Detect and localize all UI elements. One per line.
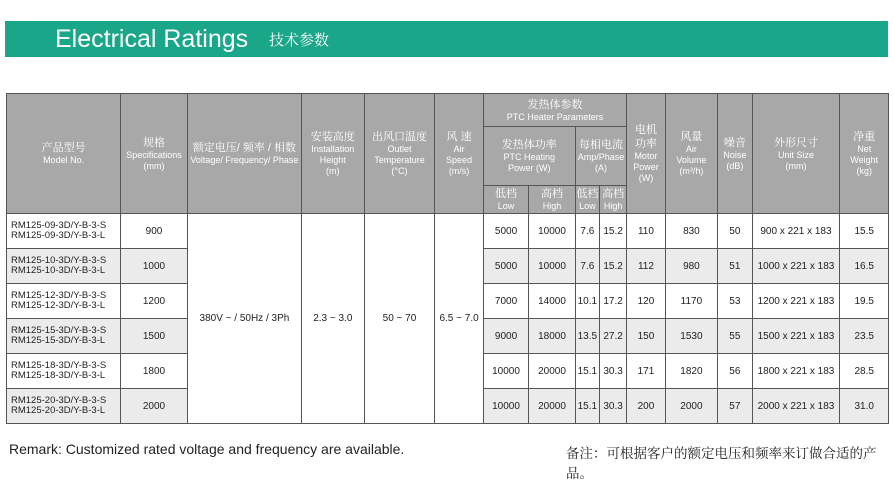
cell-amp-high: 17.2 — [599, 284, 626, 319]
cell-model — [7, 284, 121, 319]
model-l: RM125-20-3D/Y-B-3-L — [11, 405, 106, 416]
cell-net-weight: 16.5 — [840, 249, 889, 284]
cell-amp-low: 7.6 — [575, 249, 599, 284]
cell-motor-power: 120 — [627, 284, 665, 319]
model-s: RM125-18-3D/Y-B-3-S — [11, 360, 107, 371]
cell-noise: 50 — [718, 214, 752, 249]
cell-spec: 1200 — [121, 284, 188, 319]
model-l: RM125-15-3D/Y-B-3-L — [11, 335, 106, 346]
cell-unit-size: 2000 x 221 x 183 — [752, 389, 840, 424]
cell-spec: 1000 — [121, 249, 188, 284]
cell-unit-size: 900 x 221 x 183 — [752, 214, 840, 249]
cell-amp-low: 13.5 — [575, 319, 599, 354]
header-motor-power: 电机 功率 Motor Power (W) — [627, 94, 665, 214]
header-power-high: 高档 High — [529, 186, 575, 214]
page-title: Electrical Ratings — [55, 25, 249, 53]
cell-amp-high: 15.2 — [599, 214, 626, 249]
cell-model — [7, 249, 121, 284]
cell-power-high: 20000 — [529, 354, 575, 389]
cell-power-high: 18000 — [529, 319, 575, 354]
header-install-height: 安装高度 Installation Height (m) — [301, 94, 364, 214]
cell-amp-high: 27.2 — [599, 319, 626, 354]
cell-noise: 56 — [718, 354, 752, 389]
cell-motor-power: 200 — [627, 389, 665, 424]
model-s: RM125-15-3D/Y-B-3-S — [11, 325, 107, 336]
cell-install-height: 2.3 ~ 3.0 — [301, 214, 364, 424]
cell-model — [7, 319, 121, 354]
cell-model — [7, 389, 121, 424]
header-air-volume: 风量 Air Volume (m³/h) — [665, 94, 718, 214]
cell-power-high: 10000 — [529, 214, 575, 249]
cell-power-low: 5000 — [483, 214, 528, 249]
header-ptc-group: 发热体参数 PTC Heater Parameters — [483, 94, 626, 127]
cell-amp-high: 15.2 — [599, 249, 626, 284]
ratings-table-body — [7, 214, 889, 424]
header-amp-high: 高档 High — [599, 186, 626, 214]
header-spec: 规格 Specifications (mm) — [121, 94, 188, 214]
cell-power-high: 14000 — [529, 284, 575, 319]
cell-amp-high: 30.3 — [599, 389, 626, 424]
cell-motor-power: 150 — [627, 319, 665, 354]
page-title-cn: 技术参数 — [269, 32, 330, 49]
cell-unit-size: 1000 x 221 x 183 — [752, 249, 840, 284]
header-amp-phase: 每相电流 Amp/Phase (A) — [575, 127, 627, 186]
cell-amp-low: 15.1 — [575, 389, 599, 424]
cell-noise: 57 — [718, 389, 752, 424]
cell-model — [7, 354, 121, 389]
cell-spec: 900 — [121, 214, 188, 249]
header-outlet-temp: 出风口温度 Outlet Temperature (°C) — [364, 94, 435, 214]
cell-air-speed: 6.5 ~ 7.0 — [435, 214, 483, 424]
cell-amp-low: 15.1 — [575, 354, 599, 389]
cell-power-high: 20000 — [529, 389, 575, 424]
cell-noise: 55 — [718, 319, 752, 354]
cell-voltage: 380V ~ / 50Hz / 3Ph — [187, 214, 301, 424]
header-ptc-power: 发热体功率 PTC Heating Power (W) — [483, 127, 575, 186]
cell-unit-size: 1800 x 221 x 183 — [752, 354, 840, 389]
cell-air-volume: 2000 — [665, 389, 718, 424]
header-air-speed: 风 速 Air Speed (m/s) — [435, 94, 483, 214]
header-model: 产品型号 Model No. — [7, 94, 121, 214]
model-l: RM125-10-3D/Y-B-3-L — [11, 265, 106, 276]
cell-motor-power: 171 — [627, 354, 665, 389]
remark-cn: 备注：可根据客户的额定电压和频率来订做合适的产品。 — [566, 446, 877, 481]
cell-air-volume: 1820 — [665, 354, 718, 389]
cell-net-weight: 28.5 — [840, 354, 889, 389]
cell-spec: 2000 — [121, 389, 188, 424]
cell-outlet-temp: 50 ~ 70 — [364, 214, 435, 424]
table-row — [7, 214, 889, 249]
cell-amp-high: 30.3 — [599, 354, 626, 389]
header-amp-low: 低档 Low — [575, 186, 599, 214]
header-voltage: 额定电压/ 频率 / 相数 Voltage/ Frequency/ Phase — [187, 94, 301, 214]
cell-power-low: 10000 — [483, 354, 528, 389]
cell-spec: 1800 — [121, 354, 188, 389]
cell-power-low: 5000 — [483, 249, 528, 284]
cell-air-volume: 1170 — [665, 284, 718, 319]
cell-net-weight: 15.5 — [840, 214, 889, 249]
model-s: RM125-10-3D/Y-B-3-S — [11, 255, 107, 266]
cell-air-volume: 980 — [665, 249, 718, 284]
cell-unit-size: 1500 x 221 x 183 — [752, 319, 840, 354]
cell-power-low: 10000 — [483, 389, 528, 424]
cell-net-weight: 31.0 — [840, 389, 889, 424]
cell-power-low: 9000 — [483, 319, 528, 354]
model-s: RM125-12-3D/Y-B-3-S — [11, 290, 107, 301]
header-unit-size: 外形尺寸 Unit Size (mm) — [752, 94, 840, 214]
cell-amp-low: 10.1 — [575, 284, 599, 319]
cell-motor-power: 110 — [627, 214, 665, 249]
cell-noise: 51 — [718, 249, 752, 284]
cell-model — [7, 214, 121, 249]
remark-en: Remark: Customized rated voltage and frequency are available. — [9, 441, 405, 457]
cell-air-volume: 830 — [665, 214, 718, 249]
ratings-table — [6, 93, 889, 424]
header-net-weight: 净重 Net Weight (kg) — [840, 94, 889, 214]
cell-amp-low: 7.6 — [575, 214, 599, 249]
header-power-low: 低档 Low — [483, 186, 528, 214]
title-bar — [5, 21, 888, 57]
cell-net-weight: 19.5 — [840, 284, 889, 319]
model-s: RM125-20-3D/Y-B-3-S — [11, 395, 107, 406]
cell-power-low: 7000 — [483, 284, 528, 319]
cell-noise: 53 — [718, 284, 752, 319]
model-l: RM125-09-3D/Y-B-3-L — [11, 230, 106, 241]
cell-net-weight: 23.5 — [840, 319, 889, 354]
header-noise: 噪音 Noise (dB) — [718, 94, 752, 214]
model-l: RM125-12-3D/Y-B-3-L — [11, 300, 106, 311]
cell-air-volume: 1530 — [665, 319, 718, 354]
cell-power-high: 10000 — [529, 249, 575, 284]
cell-unit-size: 1200 x 221 x 183 — [752, 284, 840, 319]
cell-motor-power: 112 — [627, 249, 665, 284]
model-s: RM125-09-3D/Y-B-3-S — [11, 220, 107, 231]
cell-spec: 1500 — [121, 319, 188, 354]
model-l: RM125-18-3D/Y-B-3-L — [11, 370, 106, 381]
